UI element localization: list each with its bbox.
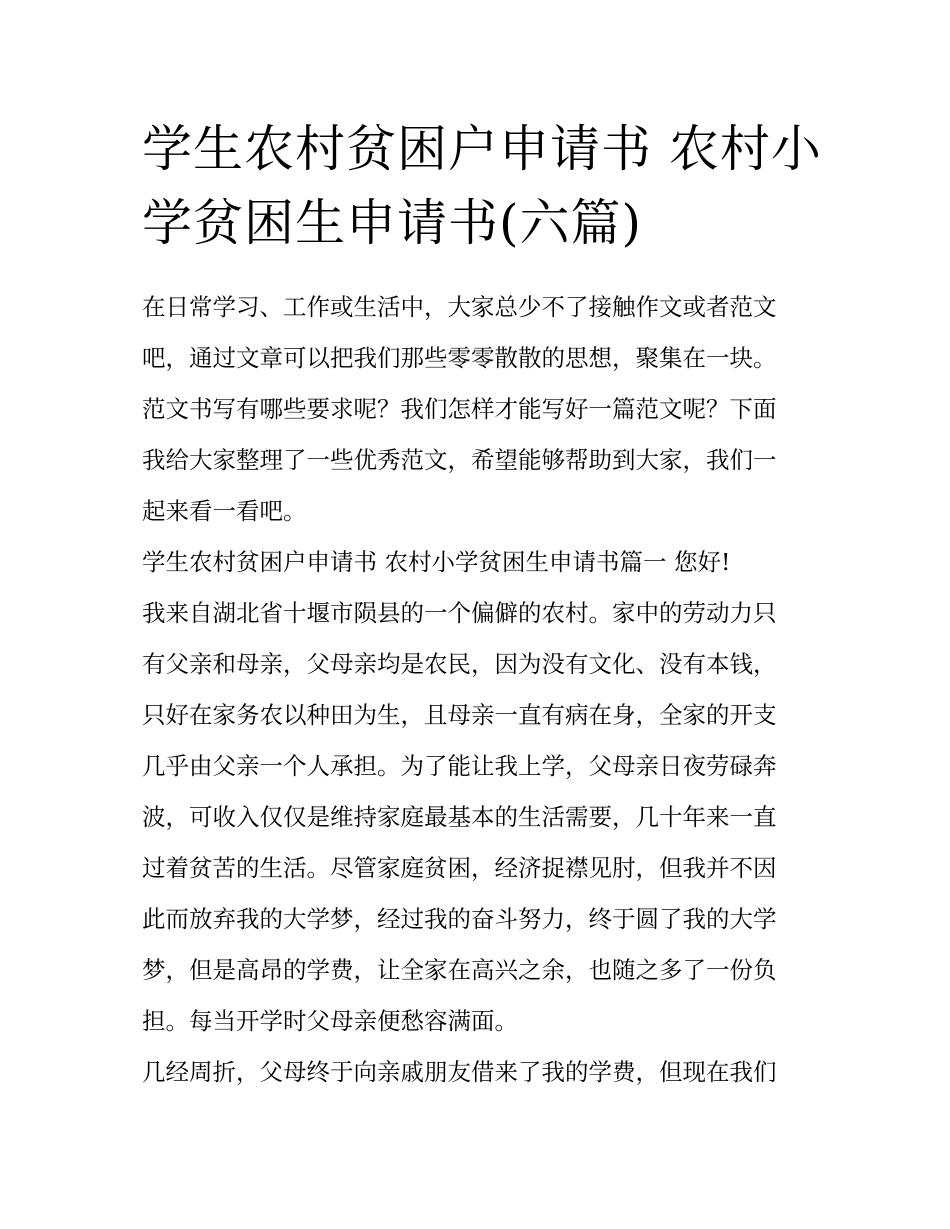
- body-line: 梦，但是高昂的学费，让全家在高兴之余，也随之多了一份负: [142, 956, 777, 984]
- section-heading: 学生农村贫困户申请书 农村小学贫困生申请书篇一 您好!: [142, 548, 731, 576]
- title-line: 学生农村贫困户申请书 农村小: [142, 120, 822, 178]
- document-page: [142, 112, 822, 1098]
- body-line: 过着贫苦的生活。尽管家庭贫困，经济捉襟见肘，但我并不因: [142, 854, 777, 882]
- body-line: 几乎由父亲一个人承担。为了能让我上学，父母亲日夜劳碌奔: [142, 752, 777, 780]
- body-paragraph-2: [142, 1047, 812, 1098]
- title-line: 学贫困生申请书(六篇): [142, 194, 643, 252]
- intro-paragraph: [142, 282, 812, 537]
- body-line: 只好在家务农以种田为生，且母亲一直有病在身，全家的开支: [142, 701, 777, 729]
- body-line: 有父亲和母亲，父母亲均是农民，因为没有文化、没有本钱，: [142, 650, 777, 678]
- body-line: 波，可收入仅仅是维持家庭最基本的生活需要，几十年来一直: [142, 803, 777, 831]
- body-paragraph-1: [142, 588, 812, 1047]
- intro-line: 我给大家整理了一些优秀范文，希望能够帮助到大家，我们一: [142, 446, 777, 474]
- document-title: [142, 112, 822, 260]
- intro-line: 在日常学习、工作或生活中，大家总少不了接触作文或者范文: [142, 293, 777, 321]
- intro-line: 起来看一看吧。: [142, 497, 307, 525]
- body-line: 担。每当开学时父母亲便愁容满面。: [142, 1007, 518, 1035]
- intro-line: 吧，通过文章可以把我们那些零零散散的思想，聚集在一块。: [142, 344, 777, 372]
- intro-line: 范文书写有哪些要求呢？我们怎样才能写好一篇范文呢？下面: [142, 395, 777, 423]
- body-line: 此而放弃我的大学梦，经过我的奋斗努力，终于圆了我的大学: [142, 905, 777, 933]
- body-line: 我来自湖北省十堰市陨县的一个偏僻的农村。家中的劳动力只: [142, 599, 777, 627]
- body-line: 几经周折，父母终于向亲戚朋友借来了我的学费，但现在我们: [142, 1058, 777, 1086]
